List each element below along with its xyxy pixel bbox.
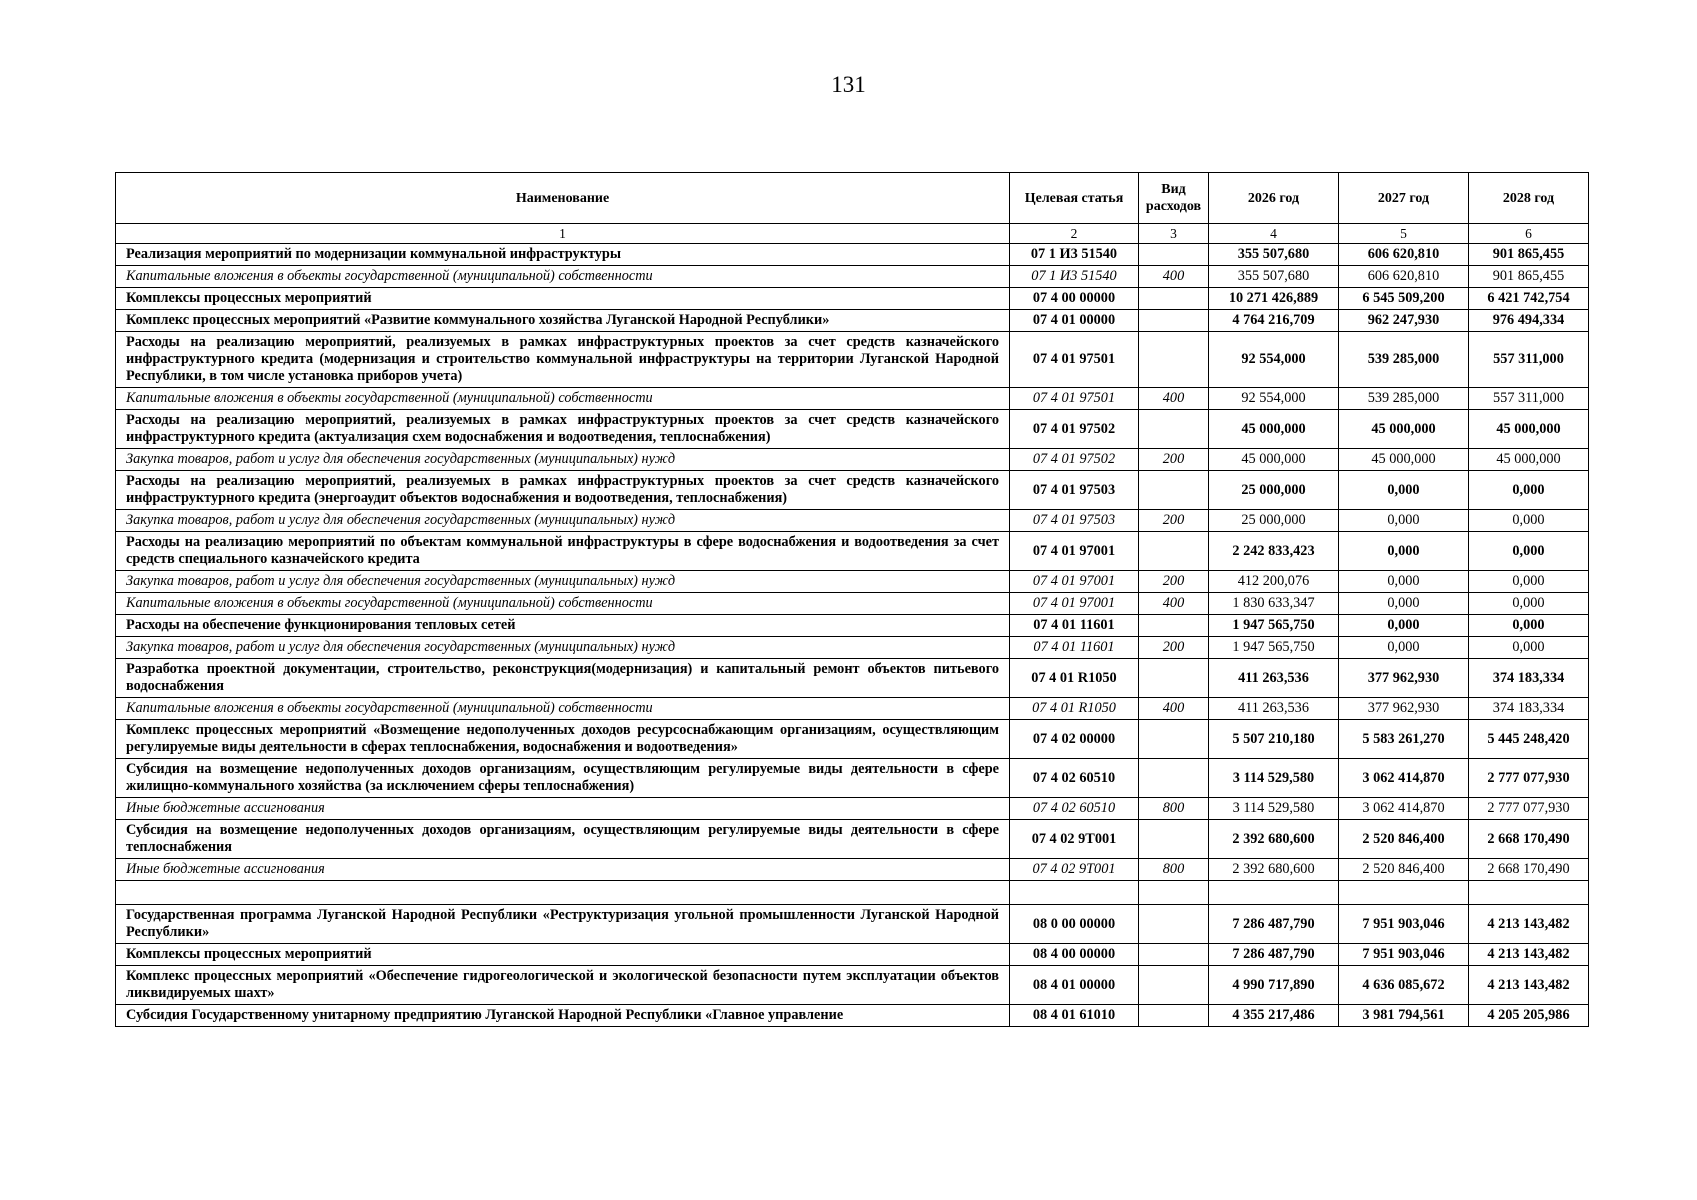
row-expense-type: 400 — [1139, 266, 1209, 288]
row-expense-type: 200 — [1139, 571, 1209, 593]
row-amount-2026: 45 000,000 — [1209, 449, 1339, 471]
row-name: Разработка проектной документации, строительство, реконструкция(модернизация) и капитальный ремонт объектов питьевого водоснабжения — [116, 659, 1010, 698]
row-expense-type — [1139, 659, 1209, 698]
row-name: Капитальные вложения в объекты государственной (муниципальной) собственности — [116, 388, 1010, 410]
row-amount-2028 — [1469, 881, 1589, 905]
row-amount-2026: 1 830 633,347 — [1209, 593, 1339, 615]
row-amount-2027: 7 951 903,046 — [1339, 944, 1469, 966]
header-name: Наименование — [116, 173, 1010, 224]
row-expense-type — [1139, 944, 1209, 966]
row-amount-2026: 2 242 833,423 — [1209, 532, 1339, 571]
table-row — [116, 798, 1589, 820]
table-row — [116, 332, 1589, 388]
row-name: Расходы на реализацию мероприятий по объектам коммунальной инфраструктуры в сфере водоснабжения и водоотведения за счет средств специального казначейского кредита — [116, 532, 1010, 571]
row-target-article: 07 4 01 97502 — [1010, 449, 1139, 471]
row-expense-type — [1139, 532, 1209, 571]
column-number-row — [116, 224, 1589, 244]
page-number: 131 — [831, 72, 866, 97]
row-amount-2026: 355 507,680 — [1209, 244, 1339, 266]
row-expense-type: 400 — [1139, 593, 1209, 615]
row-amount-2028: 557 311,000 — [1469, 388, 1589, 410]
row-amount-2028: 0,000 — [1469, 637, 1589, 659]
table-row — [116, 266, 1589, 288]
row-target-article: 07 4 01 97001 — [1010, 593, 1139, 615]
row-amount-2028: 0,000 — [1469, 593, 1589, 615]
row-amount-2027: 539 285,000 — [1339, 332, 1469, 388]
row-amount-2027 — [1339, 881, 1469, 905]
row-expense-type — [1139, 720, 1209, 759]
row-name: Комплексы процессных мероприятий — [116, 288, 1010, 310]
row-amount-2027: 0,000 — [1339, 510, 1469, 532]
row-name: Государственная программа Луганской Народной Республики «Реструктуризация угольной промышленности Луганской Народной Республики» — [116, 905, 1010, 944]
row-target-article: 07 4 01 R1050 — [1010, 698, 1139, 720]
table-body — [116, 244, 1589, 1027]
row-amount-2028: 4 213 143,482 — [1469, 966, 1589, 1005]
row-amount-2027: 0,000 — [1339, 532, 1469, 571]
row-amount-2026: 3 114 529,580 — [1209, 798, 1339, 820]
row-amount-2026: 4 764 216,709 — [1209, 310, 1339, 332]
row-amount-2028: 2 668 170,490 — [1469, 859, 1589, 881]
header-year-2026: 2026 год — [1209, 173, 1339, 224]
row-name: Субсидия на возмещение недополученных доходов организациям, осуществляющим регулируемые виды деятельности в сфере жилищно-коммунального хозяйства (за исключением сферы теплоснабжения) — [116, 759, 1010, 798]
row-target-article: 07 4 01 00000 — [1010, 310, 1139, 332]
table-row — [116, 1005, 1589, 1027]
row-name: Закупка товаров, работ и услуг для обеспечения государственных (муниципальных) нужд — [116, 449, 1010, 471]
row-amount-2028: 4 205 205,986 — [1469, 1005, 1589, 1027]
row-target-article: 07 4 01 97001 — [1010, 571, 1139, 593]
row-expense-type: 800 — [1139, 798, 1209, 820]
row-amount-2026: 412 200,076 — [1209, 571, 1339, 593]
table-row — [116, 288, 1589, 310]
table-row — [116, 944, 1589, 966]
row-name: Реализация мероприятий по модернизации коммунальной инфраструктуры — [116, 244, 1010, 266]
row-amount-2028: 4 213 143,482 — [1469, 944, 1589, 966]
table-row — [116, 593, 1589, 615]
row-target-article: 07 4 01 97503 — [1010, 510, 1139, 532]
row-amount-2028: 557 311,000 — [1469, 332, 1589, 388]
row-name: Комплекс процессных мероприятий «Развитие коммунального хозяйства Луганской Народной Республики» — [116, 310, 1010, 332]
table-row — [116, 820, 1589, 859]
row-amount-2028: 374 183,334 — [1469, 659, 1589, 698]
row-amount-2027: 7 951 903,046 — [1339, 905, 1469, 944]
table-row — [116, 698, 1589, 720]
row-amount-2026: 3 114 529,580 — [1209, 759, 1339, 798]
row-amount-2027: 6 545 509,200 — [1339, 288, 1469, 310]
row-amount-2026: 7 286 487,790 — [1209, 905, 1339, 944]
row-amount-2028: 6 421 742,754 — [1469, 288, 1589, 310]
row-target-article: 08 4 00 00000 — [1010, 944, 1139, 966]
row-target-article: 07 4 02 9Т001 — [1010, 859, 1139, 881]
row-amount-2028: 2 777 077,930 — [1469, 759, 1589, 798]
row-name: Капитальные вложения в объекты государственной (муниципальной) собственности — [116, 266, 1010, 288]
row-amount-2026: 5 507 210,180 — [1209, 720, 1339, 759]
row-expense-type — [1139, 332, 1209, 388]
row-target-article: 07 4 01 97502 — [1010, 410, 1139, 449]
row-amount-2027: 0,000 — [1339, 615, 1469, 637]
row-target-article: 07 4 02 60510 — [1010, 759, 1139, 798]
row-amount-2026: 2 392 680,600 — [1209, 859, 1339, 881]
row-amount-2026: 25 000,000 — [1209, 471, 1339, 510]
row-target-article: 07 4 02 00000 — [1010, 720, 1139, 759]
table-row — [116, 510, 1589, 532]
row-name: Субсидия Государственному унитарному предприятию Луганской Народной Республики «Главное управление — [116, 1005, 1010, 1027]
row-amount-2028: 374 183,334 — [1469, 698, 1589, 720]
table-row — [116, 615, 1589, 637]
row-name: Расходы на реализацию мероприятий, реализуемых в рамках инфраструктурных проектов за счет средств казначейского инфраструктурного кредита (актуализация схем водоснабжения и водоотведения, теплоснабжения) — [116, 410, 1010, 449]
row-amount-2026: 45 000,000 — [1209, 410, 1339, 449]
row-expense-type — [1139, 759, 1209, 798]
row-expense-type: 400 — [1139, 388, 1209, 410]
row-name: Иные бюджетные ассигнования — [116, 798, 1010, 820]
row-expense-type — [1139, 1005, 1209, 1027]
row-amount-2027: 377 962,930 — [1339, 698, 1469, 720]
row-amount-2028: 0,000 — [1469, 571, 1589, 593]
row-target-article: 07 4 02 60510 — [1010, 798, 1139, 820]
row-amount-2027: 45 000,000 — [1339, 410, 1469, 449]
row-name: Субсидия на возмещение недополученных доходов организациям, осуществляющим регулируемые виды деятельности в сфере теплоснабжения — [116, 820, 1010, 859]
row-amount-2028: 2 668 170,490 — [1469, 820, 1589, 859]
row-amount-2027: 0,000 — [1339, 637, 1469, 659]
header-target-article: Целевая статья — [1010, 173, 1139, 224]
table-row — [116, 449, 1589, 471]
row-amount-2027: 606 620,810 — [1339, 266, 1469, 288]
table-row — [116, 859, 1589, 881]
row-target-article: 07 4 01 97001 — [1010, 532, 1139, 571]
row-expense-type: 200 — [1139, 637, 1209, 659]
table-row — [116, 471, 1589, 510]
row-amount-2027: 0,000 — [1339, 593, 1469, 615]
row-amount-2028: 901 865,455 — [1469, 244, 1589, 266]
row-target-article: 07 4 01 97501 — [1010, 388, 1139, 410]
row-expense-type — [1139, 966, 1209, 1005]
table-row — [116, 905, 1589, 944]
row-amount-2026: 355 507,680 — [1209, 266, 1339, 288]
row-amount-2027: 606 620,810 — [1339, 244, 1469, 266]
row-amount-2028: 0,000 — [1469, 615, 1589, 637]
row-amount-2026: 4 990 717,890 — [1209, 966, 1339, 1005]
table-row — [116, 310, 1589, 332]
row-amount-2027: 3 981 794,561 — [1339, 1005, 1469, 1027]
row-name: Расходы на реализацию мероприятий, реализуемых в рамках инфраструктурных проектов за счет средств казначейского инфраструктурного кредита (модернизация и строительство коммунальной инфраструктуры на территории Луганской Народной Республики, в том числе установка приборов учета) — [116, 332, 1010, 388]
row-expense-type: 400 — [1139, 698, 1209, 720]
row-expense-type — [1139, 820, 1209, 859]
row-amount-2028: 976 494,334 — [1469, 310, 1589, 332]
header-year-2027: 2027 год — [1339, 173, 1469, 224]
row-amount-2027: 5 583 261,270 — [1339, 720, 1469, 759]
row-amount-2028: 5 445 248,420 — [1469, 720, 1589, 759]
row-target-article: 07 1 И3 51540 — [1010, 244, 1139, 266]
row-target-article: 07 4 01 11601 — [1010, 637, 1139, 659]
row-expense-type — [1139, 615, 1209, 637]
row-amount-2027: 0,000 — [1339, 471, 1469, 510]
row-amount-2027: 377 962,930 — [1339, 659, 1469, 698]
header-expense-type: Вид расходов — [1139, 173, 1209, 224]
row-amount-2027: 45 000,000 — [1339, 449, 1469, 471]
row-expense-type — [1139, 288, 1209, 310]
row-amount-2028: 0,000 — [1469, 510, 1589, 532]
budget-table — [115, 172, 1589, 1027]
table-row — [116, 659, 1589, 698]
row-target-article — [1010, 881, 1139, 905]
row-name: Комплексы процессных мероприятий — [116, 944, 1010, 966]
row-amount-2026 — [1209, 881, 1339, 905]
row-name — [116, 881, 1010, 905]
table-row — [116, 388, 1589, 410]
row-target-article: 08 4 01 61010 — [1010, 1005, 1139, 1027]
row-amount-2028: 45 000,000 — [1469, 449, 1589, 471]
row-expense-type — [1139, 471, 1209, 510]
row-name: Расходы на обеспечение функционирования тепловых сетей — [116, 615, 1010, 637]
table-row — [116, 881, 1589, 905]
row-amount-2028: 45 000,000 — [1469, 410, 1589, 449]
table-row — [116, 637, 1589, 659]
column-number: 4 — [1209, 224, 1339, 244]
column-number: 3 — [1139, 224, 1209, 244]
row-target-article: 07 4 01 11601 — [1010, 615, 1139, 637]
row-target-article: 07 4 00 00000 — [1010, 288, 1139, 310]
row-amount-2028: 0,000 — [1469, 532, 1589, 571]
table-header-row — [116, 173, 1589, 224]
row-amount-2026: 411 263,536 — [1209, 659, 1339, 698]
row-target-article: 07 4 01 R1050 — [1010, 659, 1139, 698]
row-expense-type: 200 — [1139, 449, 1209, 471]
row-target-article: 07 4 02 9Т001 — [1010, 820, 1139, 859]
row-expense-type — [1139, 881, 1209, 905]
column-number: 1 — [116, 224, 1010, 244]
row-amount-2027: 3 062 414,870 — [1339, 759, 1469, 798]
row-amount-2026: 1 947 565,750 — [1209, 637, 1339, 659]
row-name: Расходы на реализацию мероприятий, реализуемых в рамках инфраструктурных проектов за счет средств казначейского инфраструктурного кредита (энергоаудит объектов водоснабжения и водоотведения, теплоснабжения) — [116, 471, 1010, 510]
row-amount-2027: 2 520 846,400 — [1339, 820, 1469, 859]
row-target-article: 07 4 01 97503 — [1010, 471, 1139, 510]
row-amount-2026: 92 554,000 — [1209, 388, 1339, 410]
row-expense-type: 800 — [1139, 859, 1209, 881]
table-row — [116, 410, 1589, 449]
row-amount-2026: 1 947 565,750 — [1209, 615, 1339, 637]
table-row — [116, 720, 1589, 759]
row-amount-2027: 539 285,000 — [1339, 388, 1469, 410]
row-name: Закупка товаров, работ и услуг для обеспечения государственных (муниципальных) нужд — [116, 510, 1010, 532]
row-expense-type: 200 — [1139, 510, 1209, 532]
row-amount-2026: 25 000,000 — [1209, 510, 1339, 532]
column-number: 2 — [1010, 224, 1139, 244]
table-row — [116, 759, 1589, 798]
row-name: Иные бюджетные ассигнования — [116, 859, 1010, 881]
column-number: 5 — [1339, 224, 1469, 244]
row-expense-type — [1139, 244, 1209, 266]
row-amount-2028: 0,000 — [1469, 471, 1589, 510]
row-name: Комплекс процессных мероприятий «Обеспечение гидрогеологической и экологической безопасности путем эксплуатации объектов ликвидируемых шахт» — [116, 966, 1010, 1005]
row-amount-2027: 962 247,930 — [1339, 310, 1469, 332]
row-amount-2026: 2 392 680,600 — [1209, 820, 1339, 859]
row-name: Капитальные вложения в объекты государственной (муниципальной) собственности — [116, 593, 1010, 615]
row-amount-2026: 10 271 426,889 — [1209, 288, 1339, 310]
row-name: Комплекс процессных мероприятий «Возмещение недополученных доходов ресурсоснабжающим организациям, осуществляющим регулируемые виды деятельности в сферах теплоснабжения, водоснабжения и водоотведения» — [116, 720, 1010, 759]
row-amount-2027: 2 520 846,400 — [1339, 859, 1469, 881]
row-target-article: 07 4 01 97501 — [1010, 332, 1139, 388]
row-amount-2027: 3 062 414,870 — [1339, 798, 1469, 820]
row-expense-type — [1139, 310, 1209, 332]
table-row — [116, 966, 1589, 1005]
row-name: Закупка товаров, работ и услуг для обеспечения государственных (муниципальных) нужд — [116, 571, 1010, 593]
row-amount-2026: 4 355 217,486 — [1209, 1005, 1339, 1027]
row-name: Капитальные вложения в объекты государственной (муниципальной) собственности — [116, 698, 1010, 720]
table-row — [116, 244, 1589, 266]
row-target-article: 08 4 01 00000 — [1010, 966, 1139, 1005]
row-target-article: 08 0 00 00000 — [1010, 905, 1139, 944]
row-amount-2027: 4 636 085,672 — [1339, 966, 1469, 1005]
table-row — [116, 532, 1589, 571]
row-amount-2028: 4 213 143,482 — [1469, 905, 1589, 944]
row-target-article: 07 1 И3 51540 — [1010, 266, 1139, 288]
row-amount-2027: 0,000 — [1339, 571, 1469, 593]
header-year-2028: 2028 год — [1469, 173, 1589, 224]
table-row — [116, 571, 1589, 593]
row-amount-2028: 901 865,455 — [1469, 266, 1589, 288]
row-amount-2026: 7 286 487,790 — [1209, 944, 1339, 966]
row-amount-2026: 92 554,000 — [1209, 332, 1339, 388]
row-amount-2028: 2 777 077,930 — [1469, 798, 1589, 820]
row-expense-type — [1139, 410, 1209, 449]
row-name: Закупка товаров, работ и услуг для обеспечения государственных (муниципальных) нужд — [116, 637, 1010, 659]
row-expense-type — [1139, 905, 1209, 944]
column-number: 6 — [1469, 224, 1589, 244]
row-amount-2026: 411 263,536 — [1209, 698, 1339, 720]
